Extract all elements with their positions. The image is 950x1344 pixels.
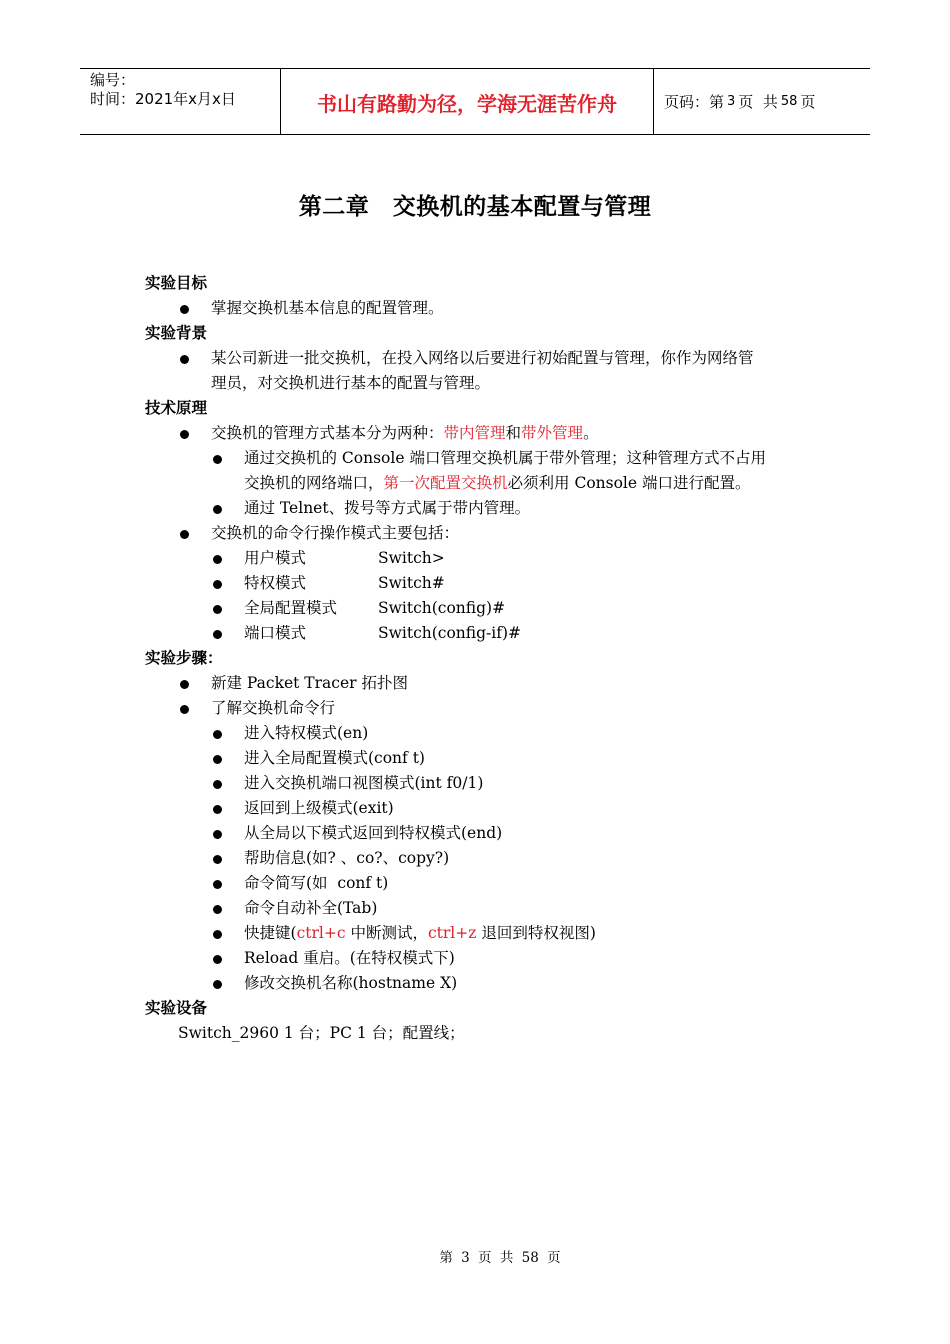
mode-name: 全局配置模式: [244, 599, 338, 617]
list-item-text: 命令自动补全(Tab): [244, 899, 378, 917]
bullet-icon: [180, 430, 189, 439]
bullet-icon: [213, 755, 222, 764]
list-item: [145, 721, 825, 746]
bullet-icon: [180, 530, 189, 539]
mode-prompt: Switch>: [378, 549, 445, 567]
bullet-icon: [213, 630, 222, 639]
bullet-icon: [180, 305, 189, 314]
list-item: [145, 796, 825, 821]
bullet-icon: [213, 830, 222, 839]
footer-text: 第: [439, 1250, 453, 1266]
list-item: [145, 746, 825, 771]
list-item-text: 修改交换机名称(hostname X): [244, 974, 458, 992]
list-item-text: 进入全局配置模式(conf t): [244, 749, 425, 767]
bullet-icon: [213, 555, 222, 564]
page-footer: [0, 1246, 950, 1266]
list-item-text: 交换机的管理方式基本分为两种：: [211, 424, 444, 442]
list-item-text: 交换机的命令行操作模式主要包括：: [211, 524, 460, 542]
list-item: [145, 946, 825, 971]
header-page-mid: 页 共: [738, 93, 778, 111]
list-item-text: 了解交换机命令行: [211, 699, 336, 717]
bullet-icon: [180, 705, 189, 714]
header-number: 编号：: [90, 71, 136, 89]
list-item-text: 新建 Packet Tracer 拓扑图: [211, 674, 408, 692]
list-item: [145, 421, 825, 446]
list-item-text: 退回到特权视图): [476, 924, 596, 942]
bullet-icon: [213, 605, 222, 614]
list-item-text: 必须利用 Console 端口进行配置。: [507, 474, 751, 492]
bullet-icon: [213, 780, 222, 789]
list-item: [145, 846, 825, 871]
header-page-end: 页: [800, 93, 816, 111]
header-time: 时间：2021年x月x日: [90, 90, 236, 108]
header-page-total: 58: [780, 94, 798, 109]
header-motto: 书山有路勤为径，学海无涯苦作舟: [281, 69, 654, 134]
bullet-icon: [213, 505, 222, 514]
list-item-text: 理员，对交换机进行基本的配置与管理。: [211, 374, 491, 392]
mode-item: [145, 546, 825, 571]
mode-name: 特权模式: [244, 574, 307, 592]
mode-prompt: Switch(config-if)#: [378, 624, 522, 642]
highlight-text: 带内管理: [443, 424, 506, 442]
bullet-icon: [213, 805, 222, 814]
mode-item: [145, 621, 825, 646]
bullet-icon: [213, 955, 222, 964]
section-heading-equipment: 实验设备: [145, 999, 208, 1017]
list-item-text: 中断测试，: [345, 924, 428, 942]
equipment-text: Switch_2960 1 台；PC 1 台；配置线；: [178, 1024, 465, 1042]
list-item: [145, 896, 825, 921]
list-item-text: 进入交换机端口视图模式(int f0/1): [244, 774, 484, 792]
mode-prompt: Switch(config)#: [378, 599, 506, 617]
list-item-text: 通过 Telnet、拨号等方式属于带内管理。: [244, 499, 531, 517]
list-item: [145, 346, 825, 396]
bullet-icon: [180, 680, 189, 689]
list-item: [145, 921, 825, 946]
mode-item: [145, 571, 825, 596]
list-item: [145, 296, 825, 321]
header-page-info: [654, 69, 870, 134]
bullet-icon: [213, 455, 222, 464]
list-item-text: 掌握交换机基本信息的配置管理。: [211, 299, 444, 317]
document-body: [145, 271, 825, 1046]
mode-name: 用户模式: [244, 549, 307, 567]
highlight-text: ctrl+c: [296, 924, 346, 942]
list-item: [145, 771, 825, 796]
list-item: [145, 446, 825, 496]
highlight-text: 带外管理: [521, 424, 584, 442]
list-item: [145, 496, 825, 521]
bullet-icon: [213, 905, 222, 914]
mode-prompt: Switch#: [378, 574, 445, 592]
list-item-text: 命令简写(如 conf t): [244, 874, 389, 892]
section-heading-principle: 技术原理: [145, 399, 208, 417]
section-heading-goal: 实验目标: [145, 274, 208, 292]
list-item: [145, 521, 825, 546]
footer-text: 页: [547, 1250, 561, 1266]
footer-text: 共: [499, 1250, 514, 1266]
header-meta: [80, 69, 281, 134]
section-heading-steps: 实验步骤：: [145, 649, 223, 667]
section-heading-background: 实验背景: [145, 324, 208, 342]
bullet-icon: [213, 930, 222, 939]
chapter-title: 第二章 交换机的基本配置与管理: [298, 194, 652, 220]
bullet-icon: [213, 980, 222, 989]
list-item-text: 返回到上级模式(exit): [244, 799, 394, 817]
list-item-text: 。: [583, 424, 599, 442]
bullet-icon: [213, 855, 222, 864]
bullet-icon: [180, 355, 189, 364]
bullet-icon: [213, 730, 222, 739]
mode-item: [145, 596, 825, 621]
footer-text: 页: [478, 1250, 492, 1266]
header-page-num: 3: [727, 94, 736, 109]
header-page-label: 页码：第: [664, 93, 725, 111]
bullet-icon: [213, 580, 222, 589]
list-item-text: 交换机的网络端口，: [244, 474, 384, 492]
list-item: [145, 821, 825, 846]
list-item-text: 和: [505, 424, 522, 442]
list-item-text: 某公司新进一批交换机，在投入网络以后要进行初始配置与管理，你作为网络管: [211, 349, 754, 367]
footer-page-total: 58: [521, 1250, 539, 1266]
highlight-text: ctrl+z: [427, 924, 477, 942]
list-item-text: 通过交换机的 Console 端口管理交换机属于带外管理；这种管理方式不占用: [244, 449, 766, 467]
list-item-text: 进入特权模式(en): [244, 724, 369, 742]
mode-name: 端口模式: [244, 624, 307, 642]
list-item-text: 帮助信息(如? 、co?、copy?): [244, 849, 450, 867]
list-item-text: 快捷键(: [244, 924, 297, 942]
list-item: [145, 971, 825, 996]
highlight-text: 第一次配置交换机: [383, 474, 508, 492]
list-item-text: 从全局以下模式返回到特权模式(end): [244, 824, 503, 842]
list-item: [145, 871, 825, 896]
page-header: [80, 68, 870, 135]
list-item: [145, 671, 825, 696]
footer-page-num: 3: [461, 1250, 470, 1266]
list-item: [145, 696, 825, 721]
bullet-icon: [213, 880, 222, 889]
list-item-text: Reload 重启。(在特权模式下): [244, 949, 455, 967]
